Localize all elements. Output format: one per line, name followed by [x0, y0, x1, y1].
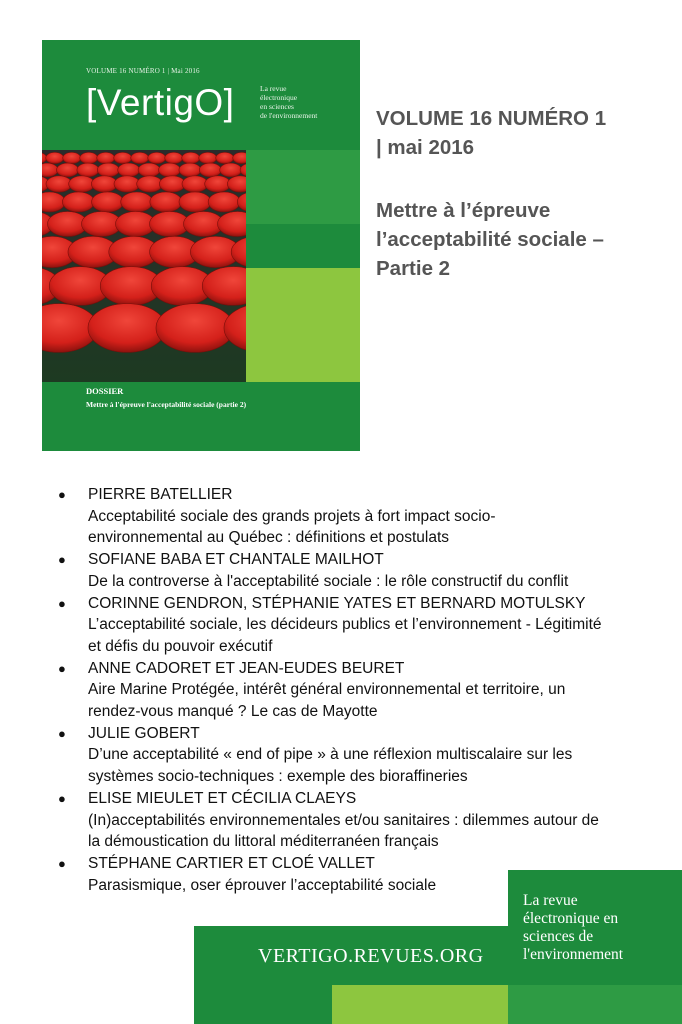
list-item: [56, 549, 646, 592]
cover-tagline-line: électronique: [260, 93, 298, 102]
article-author: SOFIANE BABA ET CHANTALE MAILHOT: [88, 551, 384, 569]
cover-tagline-line: de l'environnement: [260, 111, 318, 120]
article-author: ELISE MIEULET ET CÉCILIA CLAEYS: [88, 789, 357, 807]
cover-green-block: [246, 224, 360, 268]
article-title[interactable]: environnemental au Québec : définitions et postulats: [88, 529, 450, 547]
bullet-icon: ●: [58, 660, 66, 676]
article-title[interactable]: L’acceptabilité sociale, les décideurs publics et l’environnement - Légitimité: [88, 616, 602, 634]
bullet-icon: ●: [58, 595, 66, 611]
footer-tagline-line: sciences de: [523, 928, 594, 945]
cover-tagline: [260, 84, 356, 120]
red-umbrellas-image: [42, 150, 246, 382]
cover-dossier: [86, 386, 246, 409]
footer-tagline-line: l'environnement: [523, 946, 624, 963]
volume-number: VOLUME 16 NUMÉRO 1: [376, 107, 607, 130]
article-author: ANNE CADORET ET JEAN-EUDES BEURET: [88, 659, 405, 677]
umbrellas-illustration: [42, 150, 246, 382]
issue-heading: [376, 104, 666, 283]
list-item: [56, 484, 646, 549]
article-author: CORINNE GENDRON, STÉPHANIE YATES ET BERNARD MOTULSKY: [88, 594, 586, 612]
article-title[interactable]: D’une acceptabilité « end of pipe » à une réflexion multiscalaire sur les: [88, 746, 573, 764]
article-title[interactable]: systèmes socio-techniques : exemple des bioraffineries: [88, 768, 468, 786]
footer-tagline: [523, 892, 623, 964]
list-item: [56, 658, 646, 723]
article-title[interactable]: De la controverse à l'acceptabilité sociale : le rôle constructif du conflit: [88, 572, 569, 590]
issue-date: | mai 2016: [376, 136, 475, 159]
article-title[interactable]: Parasismique, oser éprouver l’acceptabilité sociale: [88, 876, 437, 894]
journal-logo: [VertigO]: [86, 82, 235, 123]
bullet-icon: ●: [58, 725, 66, 741]
journal-url-link[interactable]: VERTIGO.REVUES.ORG: [258, 945, 484, 967]
cover-tagline-line: en sciences: [260, 102, 294, 111]
footer-strip-green: [194, 985, 332, 1024]
bullet-icon: ●: [58, 552, 66, 568]
cover-issue-line: VOLUME 16 NUMÉRO 1 | Mai 2016: [86, 67, 200, 75]
article-title[interactable]: Aire Marine Protégée, intérêt général environnemental et territoire, un: [88, 681, 566, 699]
article-author: PIERRE BATELLIER: [88, 486, 233, 503]
bullet-icon: ●: [58, 487, 66, 502]
footer-strip-green: [508, 985, 682, 1024]
list-item: [56, 723, 646, 788]
article-author: JULIE GOBERT: [88, 724, 200, 742]
dossier-label: DOSSIER: [86, 386, 124, 396]
cover-tagline-line: La revue: [260, 84, 287, 93]
cover-green-block: [246, 150, 360, 224]
article-title[interactable]: et défis du pouvoir exécutif: [88, 637, 273, 655]
article-list: [56, 484, 646, 896]
issue-title-line: Partie 2: [376, 257, 451, 280]
list-item: [56, 788, 646, 853]
issue-title-line: Mettre à l’épreuve: [376, 199, 551, 222]
journal-cover: [42, 40, 360, 451]
footer-tagline-line: électronique en: [523, 910, 619, 927]
dossier-title: Mettre à l'épreuve l'acceptabilité sociale (partie 2): [86, 400, 247, 409]
article-title[interactable]: la démoustication du littoral méditerranéen français: [88, 833, 439, 851]
bullet-icon: ●: [58, 855, 66, 871]
footer-strip-lime: [332, 985, 508, 1024]
bullet-icon: ●: [58, 790, 66, 806]
article-title[interactable]: Acceptabilité sociale des grands projets à fort impact socio-: [88, 507, 496, 525]
article-author: STÉPHANE CARTIER ET CLOÉ VALLET: [88, 854, 375, 872]
footer-tagline-line: La revue: [523, 892, 578, 909]
list-item: [56, 593, 646, 658]
issue-title-line: l’acceptabilité sociale –: [376, 228, 604, 251]
article-title[interactable]: rendez-vous manqué ? Le cas de Mayotte: [88, 703, 378, 721]
cover-lime-block: [246, 268, 360, 382]
article-title[interactable]: (In)acceptabilités environnementales et/ou sanitaires : dilemmes autour de: [88, 811, 599, 829]
